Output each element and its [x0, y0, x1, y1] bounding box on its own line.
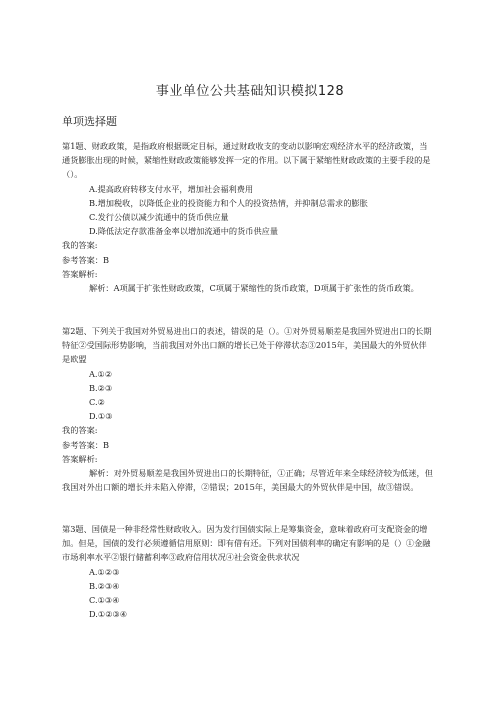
option-d: D.①②③④: [89, 609, 128, 620]
question-stem: 第3题、国债是一种非经常性财政收入。因为发行国债实际上是筹集资金，意味着政府可支配资金的增加。但是，国债的发行必须遵循信用原则：即有借有还。下列对国债利率的确定有影响的是（）①金融市场利率水平②银行储蓄利率③政府信用状况④社会资金供求状况: [62, 524, 431, 563]
option-d: D.降低法定存款准备金率以增加流通中的货币供应量: [89, 226, 279, 237]
reference-answer: 参考答案：B: [62, 439, 109, 450]
answer-explanation: 解析：对外贸易顺差是我国外贸进出口的长期特征，①正确；尽管近年来全球经济较为低迷，但我国对外出口额的增长并未陷入停滞，②错误；2015年，美国最大的外贸伙伴是中国，故③错误。: [62, 468, 433, 493]
option-a: A.①②: [89, 368, 113, 379]
reference-answer: 参考答案：B: [62, 254, 109, 265]
option-c: C.②: [89, 397, 105, 408]
my-answer-label: 我的答案:: [62, 240, 98, 251]
analysis-label: 答案解析:: [62, 453, 98, 464]
my-answer-label: 我的答案:: [62, 425, 98, 436]
question-block: [62, 139, 434, 295]
option-b: B.增加税收，以降低企业的投资能力和个人的投资热情，并抑制总需求的膨胀: [89, 197, 368, 208]
document-title: 事业单位公共基础知识模拟128: [155, 84, 345, 99]
section-heading: 单项选择题: [62, 115, 117, 128]
question-block: [62, 324, 434, 494]
option-c: C.发行公债以减少流通中的货币供应量: [89, 212, 229, 223]
question-block: [62, 522, 434, 621]
answer-explanation: 解析：A项属于扩张性财政政策，C项属于紧缩性的货币政策，D项属于扩张性的货币政策。: [89, 283, 419, 294]
question-stem: 第1题、财政政策，是指政府根据既定目标，通过财政收支的变动以影响宏观经济水平的经济政策，当通货膨胀出现的时候，紧缩性财政政策能够发挥一定的作用。以下属于紧缩性财政政策的主要手段的是（）。: [62, 141, 431, 180]
option-b: B.②③: [89, 382, 113, 393]
question-stem: 第2题、下列关于我国对外贸易进出口的表述，错误的是（）。①对外贸易顺差是我国外贸进出口的长期特征②受国际形势影响，当前我国对外出口额的增长已处于停滞状态③2015年，美国最大的外贸伙伴是欧盟: [62, 326, 432, 365]
option-b: B.②③④: [89, 580, 120, 591]
analysis-label: 答案解析:: [62, 268, 98, 279]
option-a: A.提高政府转移支付水平，增加社会福利费用: [89, 183, 254, 194]
option-c: C.①③④: [89, 595, 120, 606]
option-a: A.①②③: [89, 566, 120, 577]
option-d: D.①③: [89, 411, 113, 422]
